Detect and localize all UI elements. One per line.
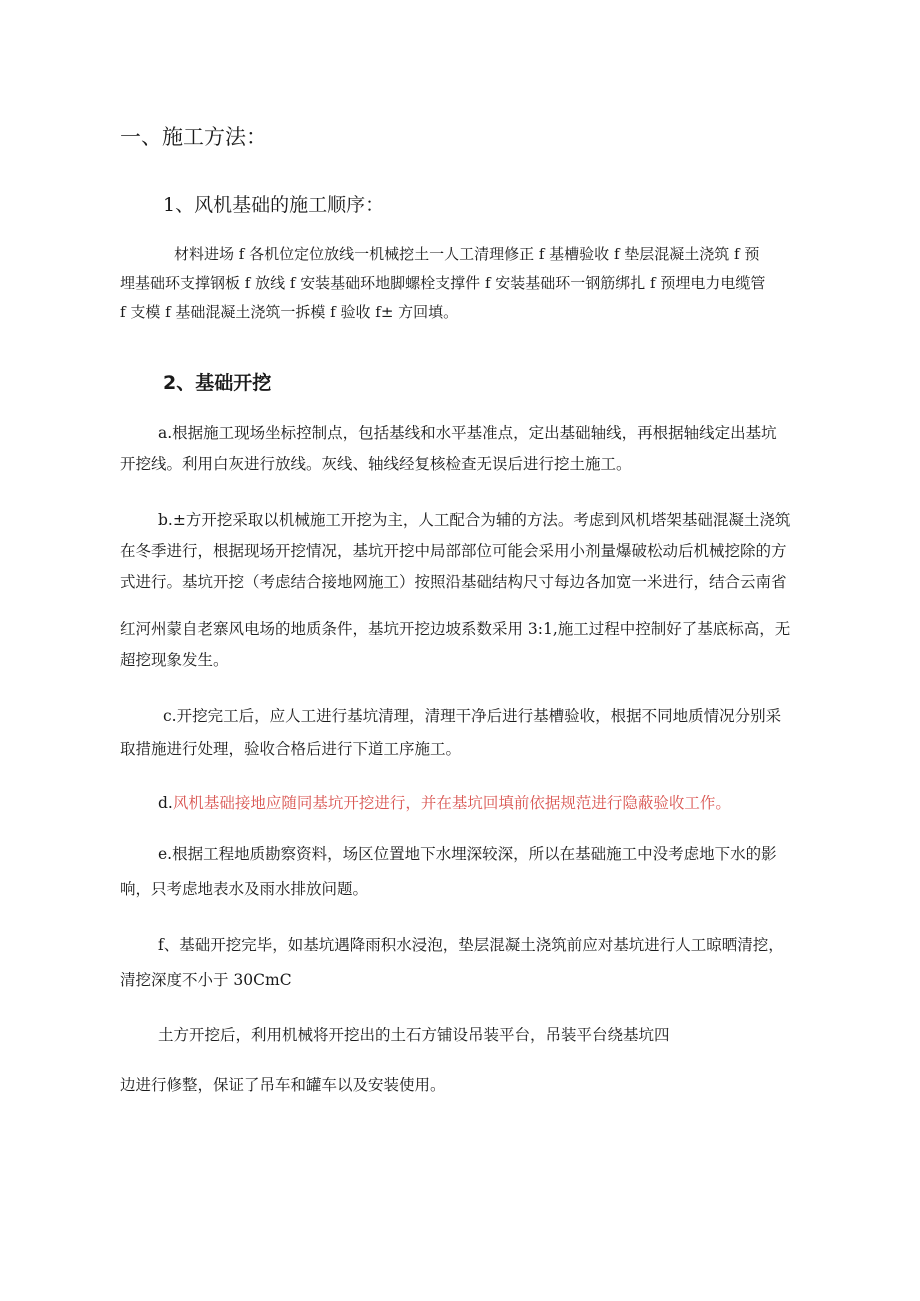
text-line: f、基础开挖完毕，如基坑遇降雨积水浸泡，垫层混凝土浇筑前应对基坑进行人工晾晒清挖， (158, 936, 784, 954)
paragraph-d-highlighted-text: 风机基础接地应随同基坑开挖进行，并在基坑回填前依据规范进行隐蔽验收工作。 (172, 794, 731, 812)
text-line: f 支模 f 基础混凝土浇筑一拆模 f 验收 f± 方回填。 (120, 303, 459, 321)
text-line: 边进行修整，保证了吊车和罐车以及安装使用。 (120, 1076, 446, 1094)
subsection-title-excavation: 2、基础开挖 (163, 372, 272, 394)
text-line: 埋基础环支撑钢板 f 放线 f 安装基础环地脚螺栓支撑件 f 安装基础环一钢筋绑扎 f 预埋电力电缆管 (120, 274, 766, 292)
text-line: 开挖线。利用白灰进行放线。灰线、轴线经复核检查无误后进行挖土施工。 (120, 455, 632, 473)
text-line: 取措施进行处理，验收合格后进行下道工序施工。 (120, 740, 462, 758)
text-line: b.±方开挖采取以机械施工开挖为主，人工配合为辅的方法。考虑到风机塔架基础混凝土浇筑 (158, 511, 791, 529)
text-line: 在冬季进行，根据现场开挖情况，基坑开挖中局部部位可能会采用小剂量爆破松动后机械挖除的方 (120, 542, 787, 560)
text-line: 材料进场 f 各机位定位放线一机械挖土一人工清理修正 f 基槽验收 f 垫层混凝土浇筑 f 预 (174, 245, 760, 263)
text-line: a.根据施工现场坐标控制点，包括基线和水平基准点，定出基础轴线，再根据轴线定出基坑 (158, 424, 777, 442)
text-line: 红河州蒙自老寨风电场的地质条件，基坑开挖边坡系数采用 3:1,施工过程中控制好了基底标高，无 (120, 620, 791, 638)
paragraph-d (158, 789, 731, 818)
section-heading: 一、施工方法： (120, 125, 267, 149)
subsection-title-construction-sequence: 1、风机基础的施工顺序： (163, 194, 385, 216)
text-line: c.开挖完工后，应人工进行基坑清理，清理干净后进行基槽验收，根据不同地质情况分别采 (163, 707, 782, 725)
paragraph-d-prefix: d. (158, 794, 173, 812)
text-line: 清挖深度不小于 30CmC (120, 971, 292, 989)
text-line: 响，只考虑地表水及雨水排放问题。 (120, 880, 369, 898)
text-line: 式进行。基坑开挖（考虑结合接地网施工）按照沿基础结构尺寸每边各加宽一米进行，结合云南省 (120, 573, 787, 591)
text-line: e.根据工程地质勘察资料，场区位置地下水埋深较深，所以在基础施工中没考虑地下水的影 (158, 845, 777, 863)
text-line: 土方开挖后，利用机械将开挖出的土石方铺设吊装平台，吊装平台绕基坑四 (158, 1026, 670, 1044)
text-line: 超挖现象发生。 (120, 651, 229, 669)
